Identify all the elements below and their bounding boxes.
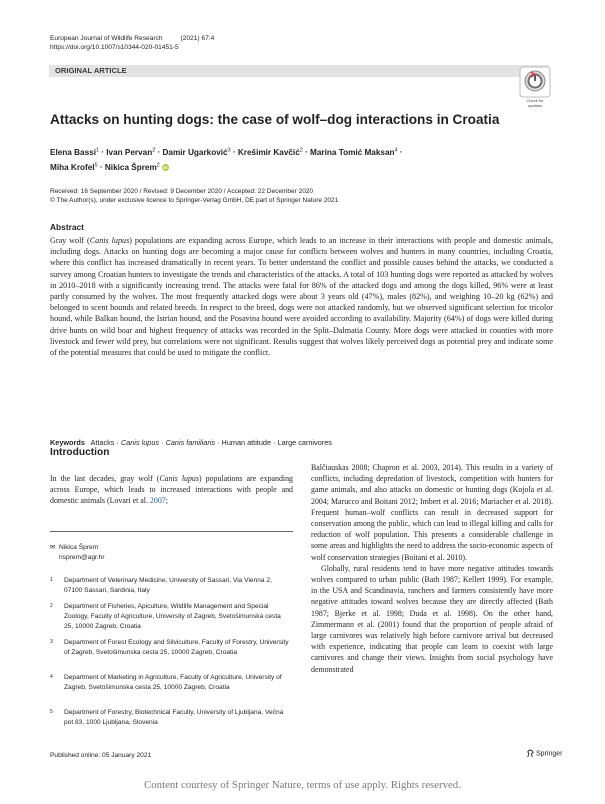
affiliation: 4 Department of Marketing in Agriculture, Faculty of Agriculture, University of Zagreb, Svetošimunska cesta 25, 10000 Zagreb, Croatia: [50, 674, 282, 691]
author[interactable]: Marina Tomić Maksan$^4$: [310, 147, 398, 157]
introduction-heading: Introduction: [50, 447, 110, 458]
footnote-divider: [50, 531, 293, 532]
envelope-icon: ✉: [50, 544, 56, 551]
abstract-heading: Abstract: [50, 222, 84, 232]
keyword: Large carnivores: [277, 438, 332, 447]
abstract-text: Gray wolf (Canis lupus) populations are expanding across Europe, which leads to an increase in their interactions with people and domestic animals, including dogs. Attacks on hunting dogs are becoming a major cause for conflicts between wolves and hunters in many countries, including Croatia, where this conflict has increased dramatically in recent years. To better understand the conflict and possible causes behind the attacks, we conducted a survey among Croatian hunters to investigate the trends and characteristics of the attacks. A total of 103 hunting dogs were reported as attacked by wolves in 2010–2018 with a significantly increasing trend. The attacks were fatal for 86% of the attacked dogs and among the dogs killed, 96% were at least partly consumed by the wolves. The most frequently attacked dogs were about 3 years old (47%), males (82%), and weighing 10–20 kg (62%) and belonged to scent hounds and related breeds. In respect to the breed, dogs were not attacked randomly, but we observed significant selection for tricolor hound, while Balkan hound, the Istrian hound, and the Posavina hound were avoided according to availability. Majority (64%) of dogs were killed during drive hunts on wild boar and highest frequency of attacks was recorded in the Split–Dalmatia County. More dogs were attacked in counties with more livestock and fewer wild prey, but correlations were not significant. Results suggest that wolves likely perceived dogs as potential prey and indicate some of the potential measures that could be used to mitigate the conflict.: [50, 236, 553, 358]
intro-paragraph: Globally, rural residents tend to have more negative attitudes towards wolves compared to urban public (Bath 1987; Kellert 1999). For example, in the USA and Scandinavia, ranchers and farmers consistently have more negative attitudes toward wolves because they are directly affected (Bath 1987; Bjerke et al. 1998; Duda et al. 1998). On the other hand, Zimmermann et al. (2001) found that the proportion of people afraid of large carnivores was relatively high before carnivore arrival but decreased with experience, indicating that people can learn to coexist with large carnivores and change their views. Insights from social psychology have demonstrated: [311, 563, 553, 674]
publisher-name: Springer: [536, 750, 563, 758]
intro-paragraph: Balčiauskas 2008; Chapron et al. 2003, 2014). This results in a variety of conflicts, including depredation of livestock, competition with hunters for game animals, and also attacks on domestic or hunting dogs (Kojola et al. 2004; Marucco and Boitani 2012; Imbert et al. 2016; Mariacher et al. 2018). Frequent human–wolf conflicts can result in decreased support for conservation among the public, which can lead to illegal killing and calls for reduction of wolf population. This presents a considerable challenge in some areas and highlights the need to address the socio-economic aspects of wolf conservation strategies (Boitani et al. 2010).: [311, 463, 553, 562]
published-date: Published online: 05 January 2021: [50, 752, 152, 759]
author[interactable]: Damir Ugarković$^3$: [162, 147, 231, 157]
check-for-updates-label: Check for updates: [526, 98, 544, 108]
keyword: Attacks: [90, 438, 115, 447]
affiliation: 2 Department of Fisheries, Apiculture, Wildlife Management and Special Zoology, Faculty of Agriculture, University of Zagreb, Svetošimunska cesta 25, 10000 Zagreb, Croatia: [50, 603, 281, 630]
contact-name: Nikica Šprem: [59, 544, 99, 551]
doi-link[interactable]: https://doi.org/10.1007/s10344-020-01451-5: [50, 44, 179, 52]
species-name: Canis lupus: [89, 236, 130, 245]
article-history: [50, 187, 338, 206]
corresponding-author: [50, 543, 105, 563]
author[interactable]: Elena Bassi$^1$: [50, 147, 99, 157]
keywords-label: Keywords: [50, 438, 85, 447]
author[interactable]: Ivan Pervan$^2$: [106, 147, 156, 157]
keyword: Canis familiaris: [165, 438, 216, 447]
author[interactable]: Miha Krofel$^5$: [50, 162, 98, 172]
affiliation: 3 Department of Forest Ecology and Silviculture, Faculty of Forestry, University of Zagreb, Svetošimunska cesta 25, 10000 Zagreb, Croatia: [50, 639, 289, 656]
publisher-logo: [526, 749, 562, 758]
intro-paragraph-left: In the last decades, gray wolf (Canis lupus) populations are expanding across Europe, which leads to increased interactions with people and domestic animals (Lovari et al. 2007;: [50, 474, 293, 506]
keyword: Canis lupus: [120, 438, 160, 447]
author[interactable]: Nikica Šprem$^2$: [104, 162, 160, 172]
affiliation: 1 Department of Veterinary Medicine, University of Sassari, Via Vienna 2, 07100 Sassari, Sardinia, Italy: [50, 577, 272, 594]
volume-info: (2021) 67:4: [180, 35, 215, 42]
citation-link[interactable]: 2007: [149, 496, 166, 506]
keywords: Keywords Attacks · Canis lupus · Canis familiaris · Human attitude · Large carnivores: [50, 438, 332, 447]
author-list: Elena Bassi$^1$ · Ivan Pervan$^2$ · Damir Ugarković$^3$ · Krešimir Kavčić$^2$ · Marina Tomić Maksan$^4$ · Miha Krofel$^5$ · Nikica Šprem$^2$ iD: [50, 147, 403, 172]
author[interactable]: Krešimir Kavčić$^2$: [237, 147, 303, 157]
received-dates: Received: 16 September 2020 / Revised: 9 December 2020 / Accepted: 22 December 2020: [50, 188, 314, 195]
article-type: ORIGINAL ARTICLE: [55, 66, 127, 75]
keyword: Human attitude: [221, 438, 272, 447]
running-header: [50, 34, 232, 53]
springer-horse-icon: [526, 749, 535, 758]
intro-text-right: [311, 462, 553, 675]
orcid-icon[interactable]: iD: [162, 165, 168, 171]
journal-name: European Journal of Wildlife Research: [50, 35, 163, 42]
check-for-updates-icon[interactable]: [519, 66, 551, 98]
contact-email[interactable]: nsprem@agr.hr: [59, 554, 105, 561]
courtesy-notice: Content courtesy of Springer Nature, terms of use apply. Rights reserved.: [144, 779, 461, 791]
affiliation: 5 Department of Forestry, Biotechnical Faculty, University of Ljubljana, Večna pot 83, 1000 Ljubljana, Slovenia: [50, 709, 284, 726]
article-title: Attacks on hunting dogs: the case of wolf–dog interactions in Croatia: [50, 112, 500, 127]
copyright-notice: © The Author(s), under exclusive licence to Springer-Verlag GmbH, DE part of Springer Nature 2021: [50, 197, 339, 205]
